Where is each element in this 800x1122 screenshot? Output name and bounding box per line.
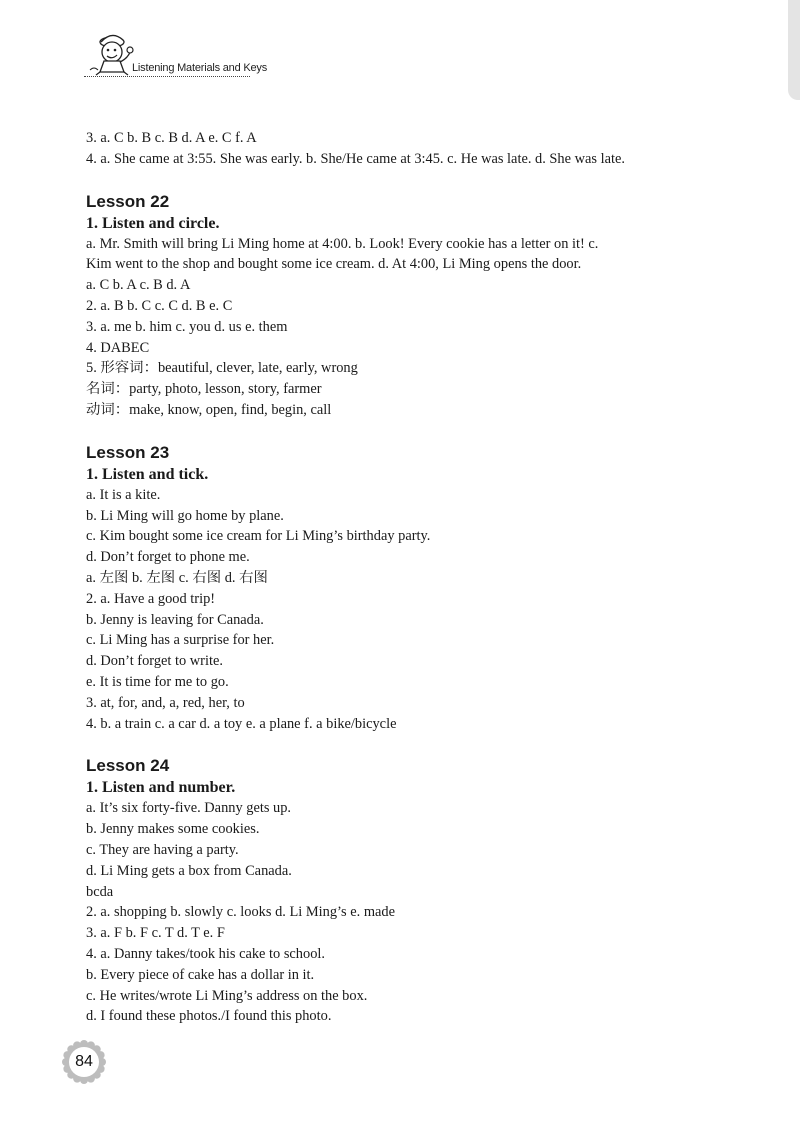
header-divider [84,76,250,77]
answer-line: d. I found these photos./I found this photo. [86,1008,332,1025]
answer-line: a. 左图 b. 左图 c. 右图 d. 右图 [86,569,268,586]
answer-line: c. Kim bought some ice cream for Li Ming’s birthday party. [86,528,431,545]
answer-line: 2. a. Have a good trip! [86,590,216,607]
answer-line: 名词：party, photo, lesson, story, farmer [86,381,322,398]
answer-line: c. He writes/wrote Li Ming’s address on the box. [86,987,368,1004]
answer-line: a. It is a kite. [86,486,161,503]
answer-line: 5. 形容词：beautiful, clever, late, early, wrong [86,360,358,377]
page-edge-tab [788,0,800,100]
cartoon-boy-icon [84,28,136,78]
answer-line: 3. at, for, and, a, red, her, to [86,694,245,711]
answer-line: 4. DABEC [86,339,150,356]
answer-line: bcda [86,883,114,900]
answer-line: d. Li Ming gets a box from Canada. [86,862,292,879]
answer-line: b. Li Ming will go home by plane. [86,507,284,524]
answer-line: 3. a. me b. him c. you d. us e. them [86,318,288,335]
answer-line: 3. a. C b. B c. B d. A e. C f. A [86,130,257,146]
answer-line: Kim went to the shop and bought some ice cream. d. At 4:00, Li Ming opens the door. [86,256,582,273]
running-header [84,28,268,84]
answer-line: 4. a. She came at 3:55. She was early. b. She/He came at 3:45. c. He was late. d. She was late. [86,150,625,167]
answer-line: b. Jenny is leaving for Canada. [86,611,264,628]
section-spacer [86,421,726,442]
answer-line: a. It’s six forty-five. Danny gets up. [86,800,292,817]
section-spacer [86,170,726,191]
answer-line: c. They are having a party. [86,841,239,858]
header-title: Listening Materials and Keys [132,62,268,74]
answer-line: d. Don’t forget to write. [86,653,223,670]
answer-line: b. Jenny makes some cookies. [86,821,260,838]
exercise-heading: 1. Listen and tick. [86,465,209,483]
lesson-heading: Lesson 23 [86,442,170,462]
answer-line: 2. a. B b. C c. C d. B e. C [86,297,233,314]
page-number: 84 [75,1053,93,1070]
answer-line: 2. a. shopping b. slowly c. looks d. Li Ming’s e. made [86,904,395,921]
answer-line: b. Every piece of cake has a dollar in it. [86,966,315,983]
lesson-heading: Lesson 24 [86,756,170,776]
section-spacer [86,734,726,755]
page-number-badge [62,1040,106,1084]
exercise-heading: 1. Listen and circle. [86,214,220,232]
answer-line: 3. a. F b. F c. T d. T e. F [86,925,225,942]
answer-line: 动词：make, know, open, find, begin, call [86,401,332,418]
answer-key-content [86,128,726,1027]
exercise-heading: 1. Listen and number. [86,779,236,797]
answer-line: d. Don’t forget to phone me. [86,549,250,566]
answer-line: c. Li Ming has a surprise for her. [86,632,275,649]
answer-line: 4. a. Danny takes/took his cake to school. [86,945,325,962]
lesson-heading: Lesson 22 [86,191,170,211]
answer-line: 4. b. a train c. a car d. a toy e. a plane f. a bike/bicycle [86,715,397,732]
answer-line: a. C b. A c. B d. A [86,277,191,294]
answer-line: e. It is time for me to go. [86,673,229,690]
answer-line: a. Mr. Smith will bring Li Ming home at 4:00. b. Look! Every cookie has a letter on it! c. [86,235,599,252]
